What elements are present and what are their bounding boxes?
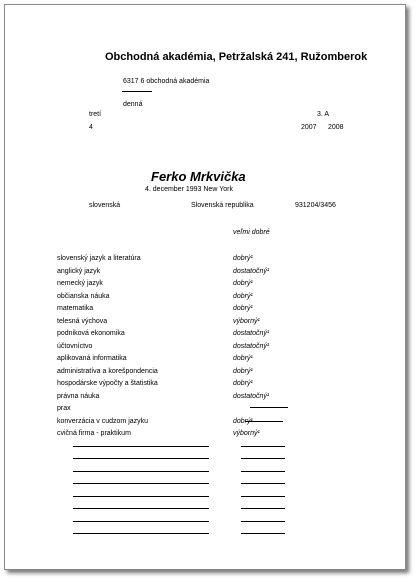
subject-name: občianska náuka [57,293,110,300]
subject-grade: dostatočný¹ [233,393,270,400]
subject-name: právna náuka [57,393,100,400]
subject-name: nemecký jazyk [57,280,103,287]
subject-grade: dostatočný¹ [233,330,270,337]
blank-line [245,421,283,422]
subject-grade: dobrý¹ [233,368,253,375]
subject-grade: dobrý¹ [233,355,253,362]
blank-subject-line [73,458,209,459]
subject-name: telesná výchova [57,318,108,325]
nationality: slovenská [89,202,121,209]
subject-grade: dobrý¹ [233,380,253,387]
subject-name: cvičná firma - praktikum [57,430,131,437]
blank-subject-line [73,483,209,484]
blank-grade-line [241,533,285,534]
student-name: Ferko Mrkvička [151,169,246,184]
subject-grade: dostatočný¹ [233,268,270,275]
subject-grade: dobrý¹ [233,305,253,312]
overall-result: veľmi dobré [233,229,270,236]
subject-name: hospodárske výpočty a štatistika [57,380,158,387]
year-to: 2008 [328,124,344,131]
subject-name: konverzácia v cudzom jazyku [57,418,149,425]
subject-name: aplikovaná informatika [57,355,127,362]
blank-grade-line [241,521,285,522]
class-label: 3. A [317,111,330,118]
blank-subject-line [73,496,209,497]
blank-subject-line [73,521,209,522]
subject-name: prax [57,405,71,412]
blank-grade-line [241,471,285,472]
subject-grade: dobrý¹ [233,255,253,262]
blank-subject-line [73,471,209,472]
subject-grade: dobrý¹ [233,280,253,287]
blank-subject-line [73,446,209,447]
blank-grade-line [241,446,285,447]
birth-info: 4. december 1993 New York [145,186,233,193]
blank-subject-line [73,508,209,509]
subject-name: účtovníctvo [57,343,93,350]
subject-name: slovenský jazyk a literatúra [57,255,141,262]
divider [122,91,152,92]
study-form: denná [123,101,143,108]
blank-subject-line [73,533,209,534]
subject-name: administratíva a korešpondencia [57,368,158,375]
subject-grade: výborný¹ [233,318,260,325]
blank-grade-line [241,483,285,484]
blank-grade-line [241,458,285,459]
blank-grade-line [241,508,285,509]
subject-grade: dobrý¹ [233,293,253,300]
country: Slovenská republika [191,202,254,209]
study-field-code: 6317 6 obchodná akadémia [123,78,210,85]
year-from: 2007 [301,124,317,131]
subject-name: anglický jazyk [57,268,101,275]
birth-number: 931204/3456 [295,202,336,209]
blank-line [250,407,288,408]
year-word: tretí [89,111,102,118]
school-name: Obchodná akadémia, Petržalská 241, Ružomberok [105,51,368,63]
report-card-page [4,4,406,570]
subject-grade: dostatočný¹ [233,343,270,350]
subject-name: matematika [57,305,94,312]
subject-grade: dobrý¹ [233,418,253,425]
subject-name: podniková ekonomika [57,330,125,337]
blank-grade-line [241,496,285,497]
number: 4 [89,124,93,131]
subject-grade: výborný¹ [233,430,260,437]
